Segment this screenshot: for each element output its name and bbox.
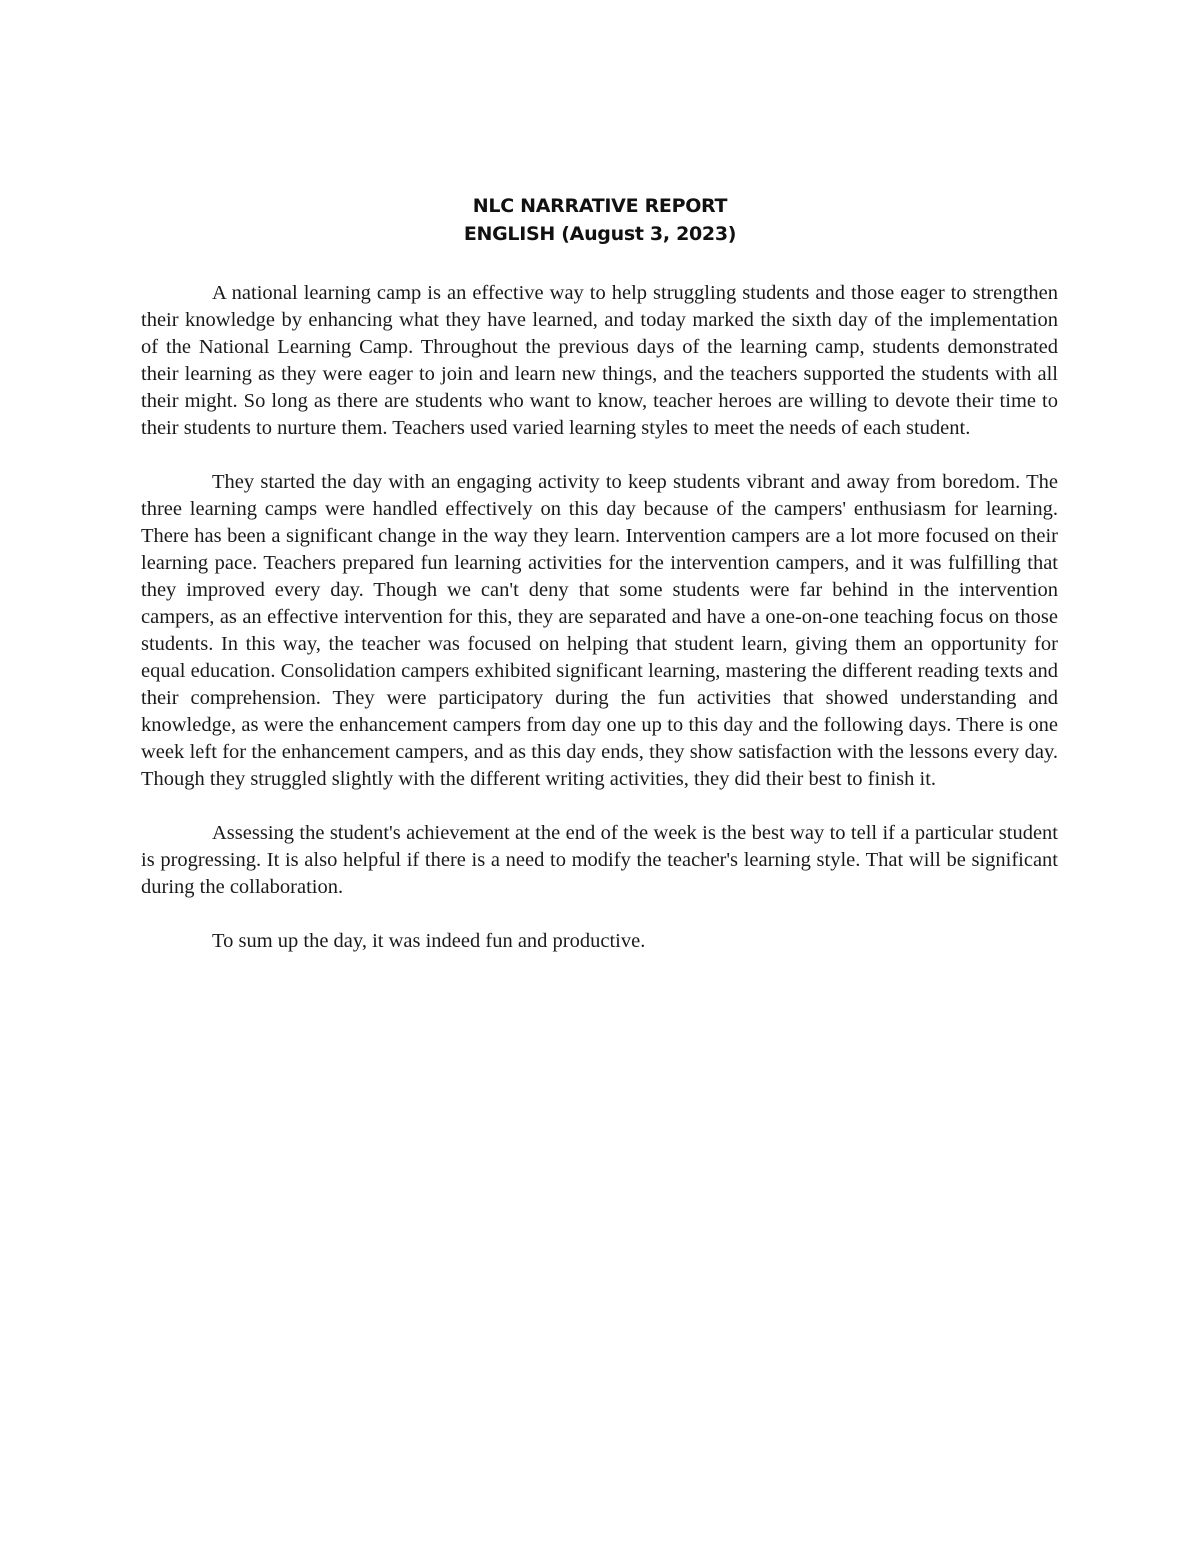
report-body xyxy=(141,280,1058,982)
paragraph-introduction: A national learning camp is an effective way to help struggling students and those eager to strengthen their knowledge by enhancing what they have learned, and today marked the sixth day of the implementation of the National Learning Camp. Throughout the previous days of the learning camp, students demonstrated their learning as they were eager to join and learn new things, and the teachers supported the students with all their might. So long as there are students who want to know, teacher heroes are willing to devote their time to their students to nurture them. Teachers used varied learning styles to meet the needs of each student. xyxy=(141,282,1058,439)
paragraph-assessment: Assessing the student's achievement at the end of the week is the best way to tell if a particular student is progressing. It is also helpful if there is a need to modify the teacher's learning style. That will be significant during the collaboration. xyxy=(141,822,1058,898)
paragraph-day-activities: They started the day with an engaging activity to keep students vibrant and away from boredom. The three learning camps were handled effectively on this day because of the campers' enthusiasm for learning. There has been a significant change in the way they learn. Intervention campers are a lot more focused on their learning pace. Teachers prepared fun learning activities for the intervention campers, and it was fulfilling that they improved every day. Though we can't deny that some students were far behind in the intervention campers, as an effective intervention for this, they are separated and have a one-on-one teaching focus on those students. In this way, the teacher was focused on helping that student learn, giving them an opportunity for equal education. Consolidation campers exhibited significant learning, mastering the different reading texts and their comprehension. They were participatory during the fun activities that showed understanding and knowledge, as were the enhancement campers from day one up to this day and the following days. There is one week left for the enhancement campers, and as this day ends, they show satisfaction with the lessons every day. Though they struggled slightly with the different writing activities, they did their best to finish it. xyxy=(141,471,1058,790)
report-title: NLC NARRATIVE REPORT xyxy=(472,195,728,217)
report-header xyxy=(0,192,1200,248)
report-subtitle: ENGLISH (August 3, 2023) xyxy=(463,223,737,245)
paragraph-conclusion: To sum up the day, it was indeed fun and productive. xyxy=(212,930,646,952)
